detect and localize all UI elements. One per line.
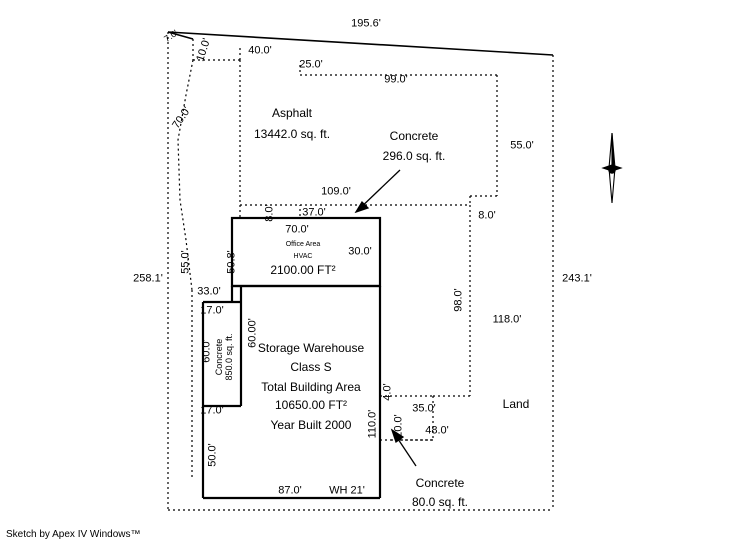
sketch-credit: Sketch by Apex IV Windows™ (6, 529, 141, 540)
area-concrete-left-value: 850.0 sq. ft. (223, 333, 234, 381)
dimension-33: 33.0' (197, 285, 221, 298)
dimension-55-right: 55.0' (510, 139, 534, 152)
dimension-110: 110.0' (366, 409, 379, 439)
area-concrete-bottom-value: 80.0 sq. ft. (411, 495, 469, 510)
dimension-98: 98.0' (452, 288, 465, 312)
dimension-118: 118.0' (492, 313, 522, 326)
dimension-35: 35.0' (412, 402, 436, 415)
area-concrete-bottom-name: Concrete (415, 476, 465, 491)
area-concrete-top-name: Concrete (389, 129, 439, 144)
dimension-20: 20.0' (392, 414, 405, 438)
dimension-17-lower: 17.0' (200, 404, 224, 417)
area-warehouse-name: Storage Warehouse (257, 341, 365, 356)
dimension-top-195: 195.6' (351, 17, 381, 30)
dimension-87: 87.0' (278, 484, 302, 497)
dimension-37: 37.0' (302, 206, 326, 219)
area-warehouse-class: Class S (290, 360, 332, 375)
dimension-40: 40.0' (248, 44, 272, 57)
dimension-70-top: 70.0' (285, 223, 309, 236)
area-office-name: Office Area (285, 240, 321, 248)
dimension-8-left: 8.0' (263, 204, 276, 222)
dimension-48: 48.0' (425, 424, 449, 437)
dimension-30: 30.0' (348, 245, 372, 258)
dimension-109: 109.0' (321, 185, 351, 198)
dimension-25: 25.0' (299, 58, 323, 71)
dimension-258: 258.1' (133, 272, 163, 285)
dimension-60-concrete: 60.0' (200, 339, 213, 363)
area-office-value: 2100.00 FT² (270, 263, 336, 278)
area-warehouse-year: Year Built 2000 (270, 418, 352, 433)
area-office-sub: HVAC (293, 252, 313, 260)
dimension-top-corner-7: 7.0' (162, 27, 180, 44)
dimension-17-upper: 17.0' (200, 304, 224, 317)
area-warehouse-total-label: Total Building Area (261, 380, 361, 395)
dimension-10: 10.0' (194, 36, 214, 63)
dimension-55-left: 55.0' (179, 250, 192, 274)
dimension-60-warehouse: 60.00' (246, 318, 259, 348)
dimension-4: 4.0' (381, 383, 394, 401)
dimension-8-right: 8.0' (478, 209, 496, 222)
area-concrete-left-name: Concrete (213, 338, 224, 376)
dimension-243: 243.1' (562, 272, 592, 285)
area-asphalt-name: Asphalt (271, 106, 313, 121)
dimension-50-bottom: 50.0' (206, 443, 219, 467)
dimension-99: 99.0' (384, 73, 408, 86)
area-warehouse-total-value: 10650.00 FT² (274, 398, 348, 413)
area-land-name: Land (502, 397, 530, 412)
dimension-70-diagonal: 70.0' (170, 104, 194, 131)
area-asphalt-value: 13442.0 sq. ft. (253, 127, 331, 142)
area-warehouse-code: WH 21' (329, 484, 365, 497)
area-concrete-top-value: 296.0 sq. ft. (382, 149, 446, 164)
dimension-50-8: 50.8' (225, 250, 238, 274)
